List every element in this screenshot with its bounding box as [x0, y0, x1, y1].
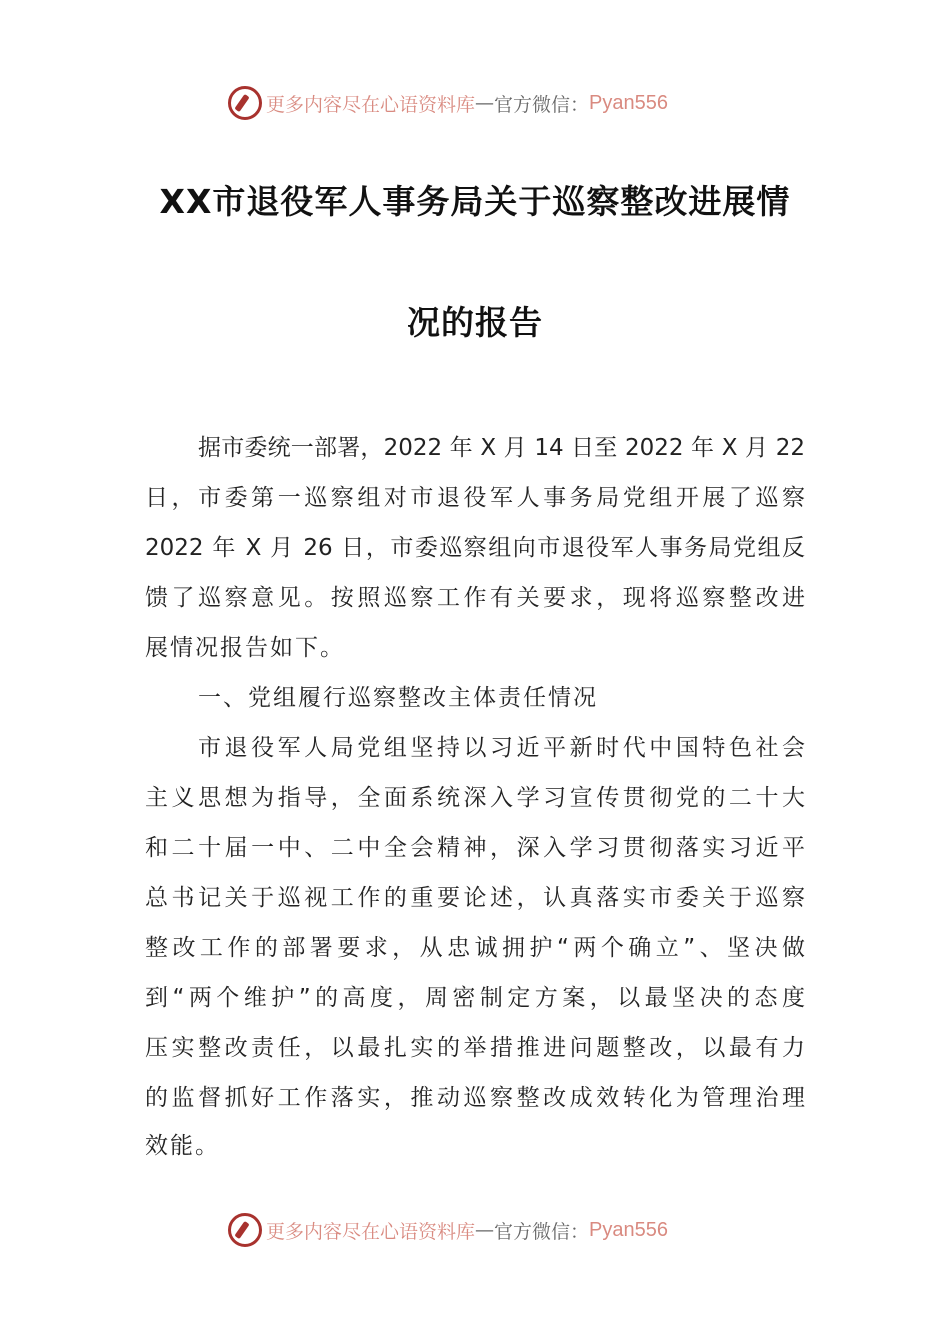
watermark-sep: —	[475, 1219, 495, 1241]
watermark-site: 更多内容尽在心语资料库	[266, 93, 476, 116]
paragraph-line: 效能。	[145, 1133, 220, 1159]
doc-title-line-2: 况的报告	[407, 303, 543, 342]
footer-watermark	[228, 1212, 668, 1248]
watermark-label: 官方微信：	[494, 93, 590, 116]
watermark-site: 更多内容尽在心语资料库	[266, 1220, 476, 1243]
paragraph-line: 展情况报告如下。	[145, 635, 345, 661]
watermark-sep: —	[475, 92, 495, 114]
section-heading: 一、党组履行巡察整改主体责任情况	[198, 685, 598, 711]
paragraph-line: 市退役军人局党组坚持以习近平新时代中国特色社会	[198, 735, 805, 761]
pen-logo-icon	[228, 86, 262, 120]
paragraph-line: 馈了巡察意见。按照巡察工作有关要求，现将巡察整改进	[145, 585, 805, 611]
doc-title-line-1: XX市退役军人事务局关于巡察整改进展情	[159, 182, 791, 221]
paragraph-line: 到“两个维护”的高度，周密制定方案，以最坚决的态度	[145, 985, 805, 1011]
paragraph-line: 压实整改责任，以最扎实的举措推进问题整改，以最有力	[145, 1035, 805, 1061]
paragraph-line: 的监督抓好工作落实，推动巡察整改成效转化为管理治理	[145, 1085, 805, 1111]
watermark-id: Pyan556	[589, 91, 668, 114]
paragraph-line: 整改工作的部署要求，从忠诚拥护“两个确立”、坚决做	[145, 935, 805, 961]
paragraph-line: 据市委统一部署，2022 年 X 月 14 日至 2022 年 X 月 22	[198, 435, 805, 461]
paragraph-line: 和二十届一中、二中全会精神，深入学习贯彻落实习近平	[145, 835, 805, 861]
paragraph-line: 总书记关于巡视工作的重要论述，认真落实市委关于巡察	[145, 885, 805, 911]
header-watermark	[228, 85, 668, 121]
watermark-label: 官方微信：	[494, 1220, 590, 1243]
paragraph-line: 主义思想为指导，全面系统深入学习宣传贯彻党的二十大	[145, 785, 805, 811]
watermark-id: Pyan556	[589, 1218, 668, 1241]
paragraph-line: 2022 年 X 月 26 日，市委巡察组向市退役军人事务局党组反	[145, 535, 805, 561]
pen-logo-icon	[228, 1213, 262, 1247]
paragraph-line: 日，市委第一巡察组对市退役军人事务局党组开展了巡察	[145, 485, 805, 511]
